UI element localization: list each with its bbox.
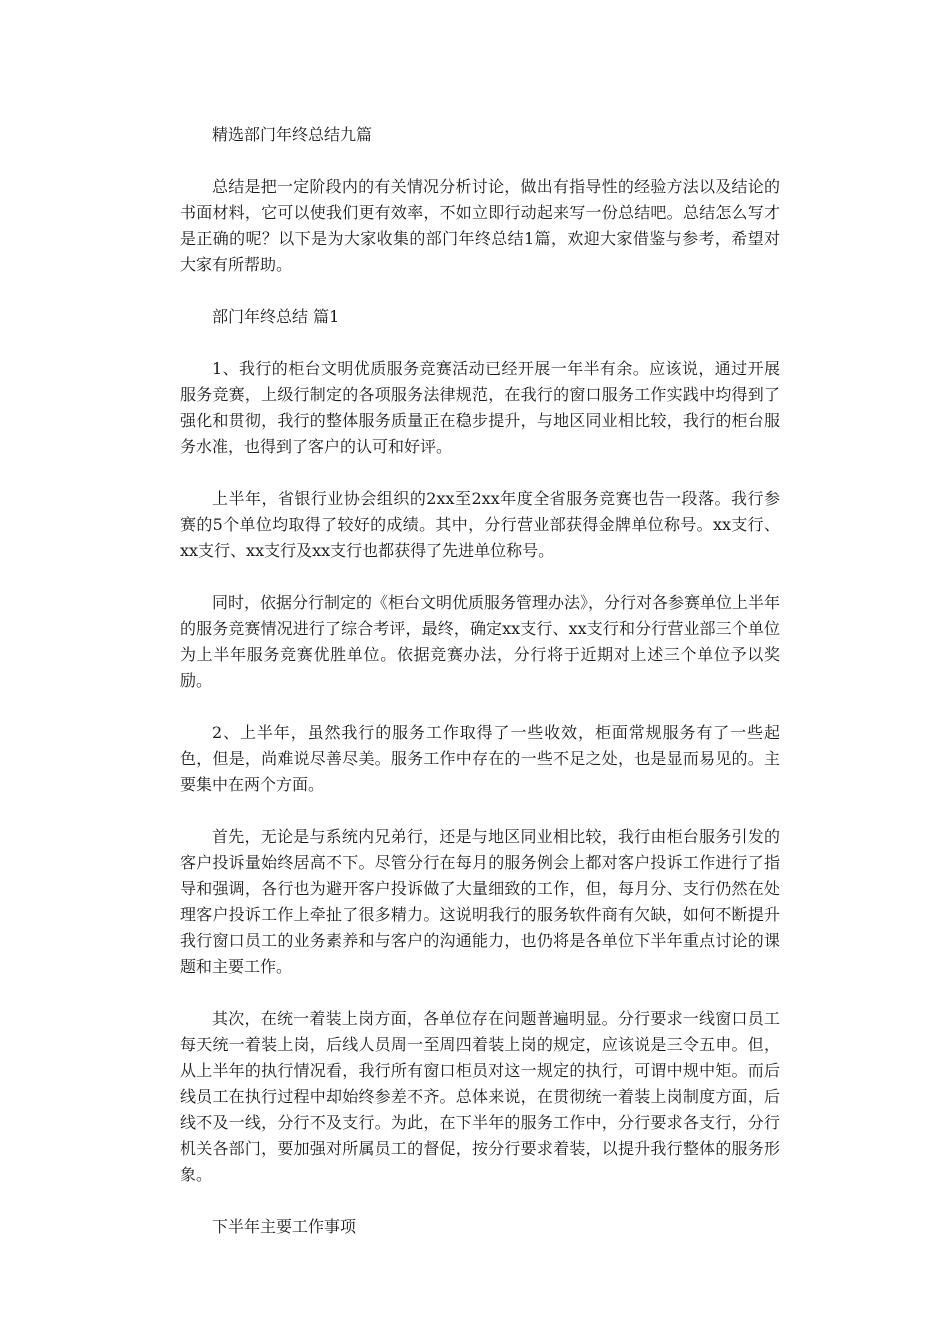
- document-page: [180, 122, 780, 1240]
- next-section-heading: 下半年主要工作事项: [212, 1217, 357, 1236]
- body-paragraph-3: 同时，依据分行制定的《柜台文明优质服务管理办法》，分行对各参赛单位上半年的服务竞赛情况进行了综合考评，最终，确定xx支行、xx支行和分行营业部三个单位为上半年服务竞赛优胜单位。依据竞赛办法，分行将于近期对上述三个单位予以奖励。: [180, 593, 781, 690]
- body-paragraph-5: 首先，无论是与系统内兄弟行，还是与地区同业相比较，我行由柜台服务引发的客户投诉量始终居高不下。尽管分行在每月的服务例会上都对客户投诉工作进行了指导和强调，各行也为避开客户投诉做了大量细致的工作，但，每月分、支行仍然在处理客户投诉工作上牵扯了很多精力。这说明我行的服务软件商有欠缺，如何不断提升我行窗口员工的业务素养和与客户的沟通能力，也仍将是各单位下半年重点讨论的课题和主要工作。: [180, 827, 780, 976]
- body-paragraph-2: 上半年，省银行业协会组织的2xx至2xx年度全省服务竞赛也告一段落。我行参赛的5个单位均取得了较好的成绩。其中，分行营业部获得金牌单位称号。xx支行、xx支行、xx支行及xx支行也都获得了先进单位称号。: [180, 489, 780, 560]
- intro-paragraph: 总结是把一定阶段内的有关情况分析讨论，做出有指导性的经验方法以及结论的书面材料，它可以使我们更有效率，不如立即行动起来写一份总结吧。总结怎么写才是正确的呢？以下是为大家收集的部门年终总结1篇，欢迎大家借鉴与参考，希望对大家有所帮助。: [180, 177, 780, 274]
- document-title: 精选部门年终总结九篇: [212, 125, 373, 144]
- section-heading: 部门年终总结 篇1: [212, 307, 340, 326]
- body-paragraph-4: 2、上半年，虽然我行的服务工作取得了一些收效，柜面常规服务有了一些起色，但是，尚难说尽善尽美。服务工作中存在的一些不足之处，也是显而易见的。主要集中在两个方面。: [180, 723, 780, 794]
- body-paragraph-6: 其次，在统一着装上岗方面，各单位存在问题普遍明显。分行要求一线窗口员工每天统一着装上岗，后线人员周一至周四着装上岗的规定，应该说是三令五申。但，从上半年的执行情况看，我行所有窗口柜员对这一规定的执行，可谓中规中矩。而后线员工在执行过程中却始终参差不齐。总体来说，在贯彻统一着装上岗制度方面，后线不及一线，分行不及支行。为此，在下半年的服务工作中，分行要求各支行，分行机关各部门，要加强对所属员工的督促，按分行要求着装，以提升我行整体的服务形象。: [180, 1009, 780, 1184]
- body-paragraph-1: 1、我行的柜台文明优质服务竞赛活动已经开展一年半有余。应该说，通过开展服务竞赛，上级行制定的各项服务法律规范，在我行的窗口服务工作实践中均得到了强化和贯彻，我行的整体服务质量正在稳步提升，与地区同业相比较，我行的柜台服务水准，也得到了客户的认可和好评。: [180, 359, 780, 456]
